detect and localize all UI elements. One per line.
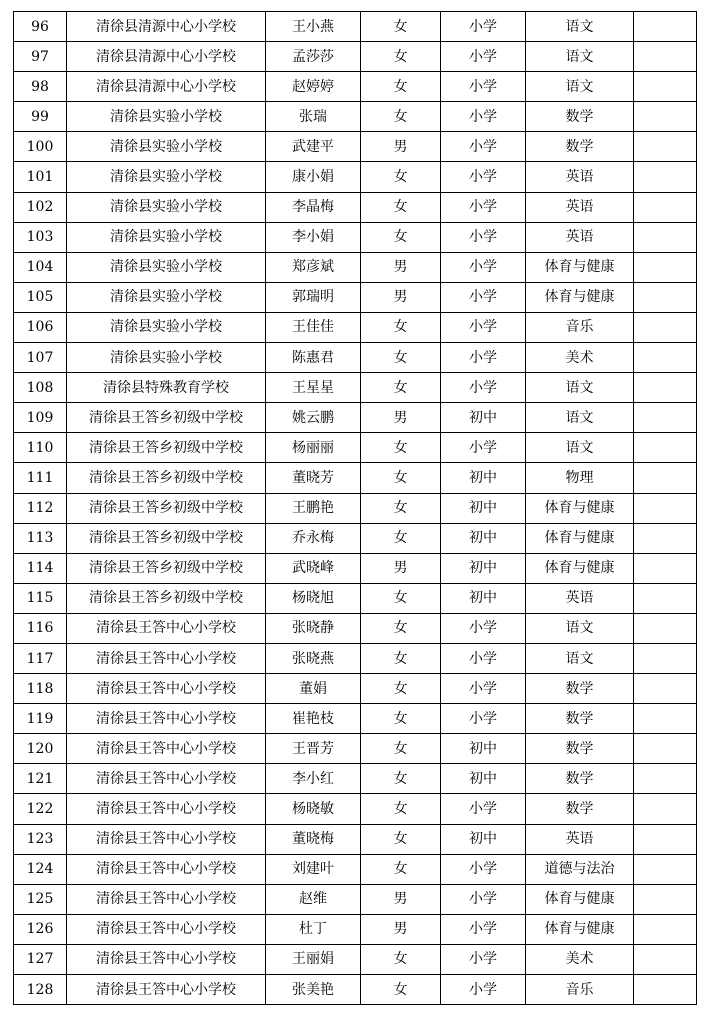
school-level-cell: 小学 [441, 975, 526, 1005]
teacher-name-cell: 崔艳枝 [266, 704, 361, 734]
school-level-cell: 小学 [441, 613, 526, 643]
table-row [14, 222, 697, 252]
school-level-cell: 小学 [441, 312, 526, 342]
subject-cell: 体育与健康 [526, 553, 634, 583]
table-row [14, 343, 697, 373]
gender-cell: 女 [361, 12, 441, 42]
school-name-cell: 清徐县王答中心小学校 [67, 674, 266, 704]
remark-cell [634, 854, 697, 884]
teacher-name-cell: 乔永梅 [266, 523, 361, 553]
teacher-name-cell: 王丽娟 [266, 944, 361, 974]
teacher-name-cell: 刘建叶 [266, 854, 361, 884]
subject-cell: 语文 [526, 72, 634, 102]
teacher-name-cell: 赵婷婷 [266, 72, 361, 102]
remark-cell [634, 764, 697, 794]
remark-cell [634, 493, 697, 523]
school-level-cell: 小学 [441, 12, 526, 42]
school-name-cell: 清徐县王答中心小学校 [67, 643, 266, 673]
table-row [14, 42, 697, 72]
school-level-cell: 小学 [441, 373, 526, 403]
teacher-roster-table [13, 11, 697, 1005]
row-number-cell: 121 [14, 764, 67, 794]
gender-cell: 男 [361, 914, 441, 944]
gender-cell: 男 [361, 403, 441, 433]
subject-cell: 英语 [526, 192, 634, 222]
subject-cell: 数学 [526, 102, 634, 132]
subject-cell: 语文 [526, 643, 634, 673]
gender-cell: 女 [361, 493, 441, 523]
school-level-cell: 初中 [441, 523, 526, 553]
gender-cell: 女 [361, 192, 441, 222]
school-level-cell: 小学 [441, 162, 526, 192]
teacher-name-cell: 董晓梅 [266, 824, 361, 854]
remark-cell [634, 884, 697, 914]
gender-cell: 女 [361, 222, 441, 252]
row-number-cell: 117 [14, 643, 67, 673]
teacher-name-cell: 张晓燕 [266, 643, 361, 673]
teacher-name-cell: 郭瑞明 [266, 282, 361, 312]
subject-cell: 体育与健康 [526, 493, 634, 523]
school-level-cell: 小学 [441, 794, 526, 824]
teacher-name-cell: 王晋芳 [266, 734, 361, 764]
remark-cell [634, 162, 697, 192]
school-name-cell: 清徐县王答中心小学校 [67, 794, 266, 824]
row-number-cell: 124 [14, 854, 67, 884]
remark-cell [634, 734, 697, 764]
subject-cell: 语文 [526, 433, 634, 463]
gender-cell: 女 [361, 643, 441, 673]
school-name-cell: 清徐县王答乡初级中学校 [67, 553, 266, 583]
teacher-name-cell: 张瑞 [266, 102, 361, 132]
remark-cell [634, 72, 697, 102]
row-number-cell: 127 [14, 944, 67, 974]
school-name-cell: 清徐县实验小学校 [67, 312, 266, 342]
gender-cell: 女 [361, 854, 441, 884]
table-row [14, 403, 697, 433]
gender-cell: 女 [361, 42, 441, 72]
teacher-name-cell: 李小娟 [266, 222, 361, 252]
school-name-cell: 清徐县王答乡初级中学校 [67, 493, 266, 523]
remark-cell [634, 704, 697, 734]
subject-cell: 英语 [526, 583, 634, 613]
school-level-cell: 小学 [441, 252, 526, 282]
row-number-cell: 98 [14, 72, 67, 102]
table-row [14, 162, 697, 192]
gender-cell: 男 [361, 884, 441, 914]
teacher-name-cell: 武建平 [266, 132, 361, 162]
remark-cell [634, 824, 697, 854]
school-name-cell: 清徐县清源中心小学校 [67, 72, 266, 102]
table-row [14, 553, 697, 583]
gender-cell: 女 [361, 794, 441, 824]
remark-cell [634, 433, 697, 463]
table-row [14, 132, 697, 162]
table-row [14, 463, 697, 493]
remark-cell [634, 42, 697, 72]
table-row [14, 914, 697, 944]
school-name-cell: 清徐县王答中心小学校 [67, 975, 266, 1005]
table-row [14, 102, 697, 132]
school-level-cell: 初中 [441, 583, 526, 613]
row-number-cell: 111 [14, 463, 67, 493]
table-row [14, 854, 697, 884]
row-number-cell: 125 [14, 884, 67, 914]
subject-cell: 体育与健康 [526, 523, 634, 553]
school-level-cell: 小学 [441, 132, 526, 162]
row-number-cell: 107 [14, 343, 67, 373]
teacher-name-cell: 董娟 [266, 674, 361, 704]
remark-cell [634, 914, 697, 944]
remark-cell [634, 192, 697, 222]
table-row [14, 613, 697, 643]
gender-cell: 女 [361, 343, 441, 373]
gender-cell: 女 [361, 613, 441, 643]
school-name-cell: 清徐县王答中心小学校 [67, 764, 266, 794]
school-level-cell: 初中 [441, 734, 526, 764]
remark-cell [634, 403, 697, 433]
school-name-cell: 清徐县王答中心小学校 [67, 854, 266, 884]
school-level-cell: 小学 [441, 704, 526, 734]
teacher-name-cell: 杨丽丽 [266, 433, 361, 463]
school-level-cell: 小学 [441, 72, 526, 102]
gender-cell: 女 [361, 975, 441, 1005]
table-row [14, 583, 697, 613]
gender-cell: 女 [361, 433, 441, 463]
school-level-cell: 小学 [441, 102, 526, 132]
gender-cell: 女 [361, 704, 441, 734]
table-row [14, 252, 697, 282]
subject-cell: 语文 [526, 403, 634, 433]
remark-cell [634, 252, 697, 282]
table-row [14, 944, 697, 974]
row-number-cell: 99 [14, 102, 67, 132]
teacher-name-cell: 张美艳 [266, 975, 361, 1005]
row-number-cell: 116 [14, 613, 67, 643]
table-row [14, 704, 697, 734]
subject-cell: 数学 [526, 674, 634, 704]
school-level-cell: 小学 [441, 643, 526, 673]
table-row [14, 282, 697, 312]
row-number-cell: 115 [14, 583, 67, 613]
school-name-cell: 清徐县实验小学校 [67, 102, 266, 132]
subject-cell: 数学 [526, 734, 634, 764]
school-level-cell: 初中 [441, 463, 526, 493]
subject-cell: 物理 [526, 463, 634, 493]
table-row [14, 824, 697, 854]
remark-cell [634, 975, 697, 1005]
table-row [14, 72, 697, 102]
row-number-cell: 106 [14, 312, 67, 342]
teacher-name-cell: 王佳佳 [266, 312, 361, 342]
table-row [14, 643, 697, 673]
subject-cell: 体育与健康 [526, 914, 634, 944]
gender-cell: 女 [361, 944, 441, 974]
school-level-cell: 小学 [441, 222, 526, 252]
subject-cell: 语文 [526, 42, 634, 72]
table-row [14, 734, 697, 764]
subject-cell: 美术 [526, 944, 634, 974]
gender-cell: 女 [361, 463, 441, 493]
table-row [14, 312, 697, 342]
row-number-cell: 102 [14, 192, 67, 222]
teacher-name-cell: 陈惠君 [266, 343, 361, 373]
teacher-name-cell: 王星星 [266, 373, 361, 403]
teacher-name-cell: 姚云鹏 [266, 403, 361, 433]
row-number-cell: 109 [14, 403, 67, 433]
subject-cell: 英语 [526, 222, 634, 252]
teacher-name-cell: 张晓静 [266, 613, 361, 643]
subject-cell: 音乐 [526, 975, 634, 1005]
school-level-cell: 小学 [441, 433, 526, 463]
gender-cell: 女 [361, 373, 441, 403]
teacher-name-cell: 郑彦斌 [266, 252, 361, 282]
school-name-cell: 清徐县王答乡初级中学校 [67, 463, 266, 493]
school-name-cell: 清徐县实验小学校 [67, 132, 266, 162]
gender-cell: 男 [361, 132, 441, 162]
row-number-cell: 126 [14, 914, 67, 944]
remark-cell [634, 643, 697, 673]
subject-cell: 语文 [526, 12, 634, 42]
table-row [14, 794, 697, 824]
remark-cell [634, 282, 697, 312]
subject-cell: 语文 [526, 373, 634, 403]
row-number-cell: 105 [14, 282, 67, 312]
school-name-cell: 清徐县清源中心小学校 [67, 12, 266, 42]
school-name-cell: 清徐县实验小学校 [67, 282, 266, 312]
school-name-cell: 清徐县清源中心小学校 [67, 42, 266, 72]
table-row [14, 433, 697, 463]
remark-cell [634, 132, 697, 162]
row-number-cell: 108 [14, 373, 67, 403]
school-level-cell: 小学 [441, 884, 526, 914]
row-number-cell: 122 [14, 794, 67, 824]
school-level-cell: 小学 [441, 854, 526, 884]
table-row [14, 523, 697, 553]
row-number-cell: 120 [14, 734, 67, 764]
remark-cell [634, 944, 697, 974]
subject-cell: 语文 [526, 613, 634, 643]
teacher-name-cell: 王鹏艳 [266, 493, 361, 523]
table-row [14, 674, 697, 704]
school-level-cell: 小学 [441, 343, 526, 373]
school-level-cell: 初中 [441, 553, 526, 583]
school-level-cell: 小学 [441, 282, 526, 312]
teacher-name-cell: 武晓峰 [266, 553, 361, 583]
table-row [14, 373, 697, 403]
school-name-cell: 清徐县实验小学校 [67, 222, 266, 252]
school-name-cell: 清徐县王答中心小学校 [67, 914, 266, 944]
gender-cell: 女 [361, 102, 441, 132]
row-number-cell: 100 [14, 132, 67, 162]
remark-cell [634, 613, 697, 643]
table-row [14, 975, 697, 1005]
gender-cell: 女 [361, 824, 441, 854]
remark-cell [634, 373, 697, 403]
gender-cell: 男 [361, 252, 441, 282]
teacher-name-cell: 杜丁 [266, 914, 361, 944]
remark-cell [634, 523, 697, 553]
gender-cell: 女 [361, 734, 441, 764]
school-name-cell: 清徐县实验小学校 [67, 162, 266, 192]
school-name-cell: 清徐县王答中心小学校 [67, 613, 266, 643]
gender-cell: 女 [361, 764, 441, 794]
gender-cell: 男 [361, 282, 441, 312]
school-name-cell: 清徐县王答中心小学校 [67, 734, 266, 764]
school-level-cell: 小学 [441, 914, 526, 944]
school-level-cell: 初中 [441, 824, 526, 854]
subject-cell: 数学 [526, 794, 634, 824]
school-name-cell: 清徐县实验小学校 [67, 343, 266, 373]
school-level-cell: 初中 [441, 764, 526, 794]
school-name-cell: 清徐县王答乡初级中学校 [67, 523, 266, 553]
subject-cell: 英语 [526, 824, 634, 854]
gender-cell: 女 [361, 583, 441, 613]
teacher-name-cell: 王小燕 [266, 12, 361, 42]
row-number-cell: 97 [14, 42, 67, 72]
roster-body [14, 12, 697, 1005]
row-number-cell: 110 [14, 433, 67, 463]
remark-cell [634, 583, 697, 613]
remark-cell [634, 794, 697, 824]
subject-cell: 道德与法治 [526, 854, 634, 884]
school-name-cell: 清徐县王答中心小学校 [67, 944, 266, 974]
remark-cell [634, 343, 697, 373]
teacher-name-cell: 康小娟 [266, 162, 361, 192]
school-name-cell: 清徐县王答中心小学校 [67, 704, 266, 734]
remark-cell [634, 312, 697, 342]
school-name-cell: 清徐县王答乡初级中学校 [67, 433, 266, 463]
subject-cell: 美术 [526, 343, 634, 373]
school-name-cell: 清徐县王答中心小学校 [67, 884, 266, 914]
row-number-cell: 113 [14, 523, 67, 553]
teacher-name-cell: 杨晓敏 [266, 794, 361, 824]
gender-cell: 女 [361, 72, 441, 102]
teacher-name-cell: 孟莎莎 [266, 42, 361, 72]
school-name-cell: 清徐县王答乡初级中学校 [67, 403, 266, 433]
school-name-cell: 清徐县王答中心小学校 [67, 824, 266, 854]
gender-cell: 女 [361, 162, 441, 192]
teacher-name-cell: 赵维 [266, 884, 361, 914]
row-number-cell: 112 [14, 493, 67, 523]
table-row [14, 764, 697, 794]
school-name-cell: 清徐县特殊教育学校 [67, 373, 266, 403]
subject-cell: 体育与健康 [526, 282, 634, 312]
row-number-cell: 128 [14, 975, 67, 1005]
table-row [14, 493, 697, 523]
subject-cell: 数学 [526, 704, 634, 734]
teacher-name-cell: 杨晓旭 [266, 583, 361, 613]
remark-cell [634, 222, 697, 252]
school-level-cell: 小学 [441, 192, 526, 222]
remark-cell [634, 553, 697, 583]
row-number-cell: 119 [14, 704, 67, 734]
remark-cell [634, 102, 697, 132]
row-number-cell: 123 [14, 824, 67, 854]
row-number-cell: 118 [14, 674, 67, 704]
subject-cell: 数学 [526, 764, 634, 794]
gender-cell: 男 [361, 553, 441, 583]
teacher-name-cell: 李小红 [266, 764, 361, 794]
remark-cell [634, 463, 697, 493]
subject-cell: 英语 [526, 162, 634, 192]
gender-cell: 女 [361, 674, 441, 704]
school-name-cell: 清徐县实验小学校 [67, 192, 266, 222]
gender-cell: 女 [361, 312, 441, 342]
teacher-name-cell: 董晓芳 [266, 463, 361, 493]
school-level-cell: 初中 [441, 403, 526, 433]
table-row [14, 192, 697, 222]
row-number-cell: 103 [14, 222, 67, 252]
teacher-name-cell: 李晶梅 [266, 192, 361, 222]
table-row [14, 12, 697, 42]
subject-cell: 音乐 [526, 312, 634, 342]
gender-cell: 女 [361, 523, 441, 553]
subject-cell: 体育与健康 [526, 252, 634, 282]
school-level-cell: 小学 [441, 42, 526, 72]
remark-cell [634, 674, 697, 704]
row-number-cell: 114 [14, 553, 67, 583]
row-number-cell: 96 [14, 12, 67, 42]
table-row [14, 884, 697, 914]
school-name-cell: 清徐县实验小学校 [67, 252, 266, 282]
school-level-cell: 初中 [441, 493, 526, 523]
row-number-cell: 104 [14, 252, 67, 282]
subject-cell: 数学 [526, 132, 634, 162]
subject-cell: 体育与健康 [526, 884, 634, 914]
school-level-cell: 小学 [441, 674, 526, 704]
row-number-cell: 101 [14, 162, 67, 192]
school-level-cell: 小学 [441, 944, 526, 974]
remark-cell [634, 12, 697, 42]
school-name-cell: 清徐县王答乡初级中学校 [67, 583, 266, 613]
